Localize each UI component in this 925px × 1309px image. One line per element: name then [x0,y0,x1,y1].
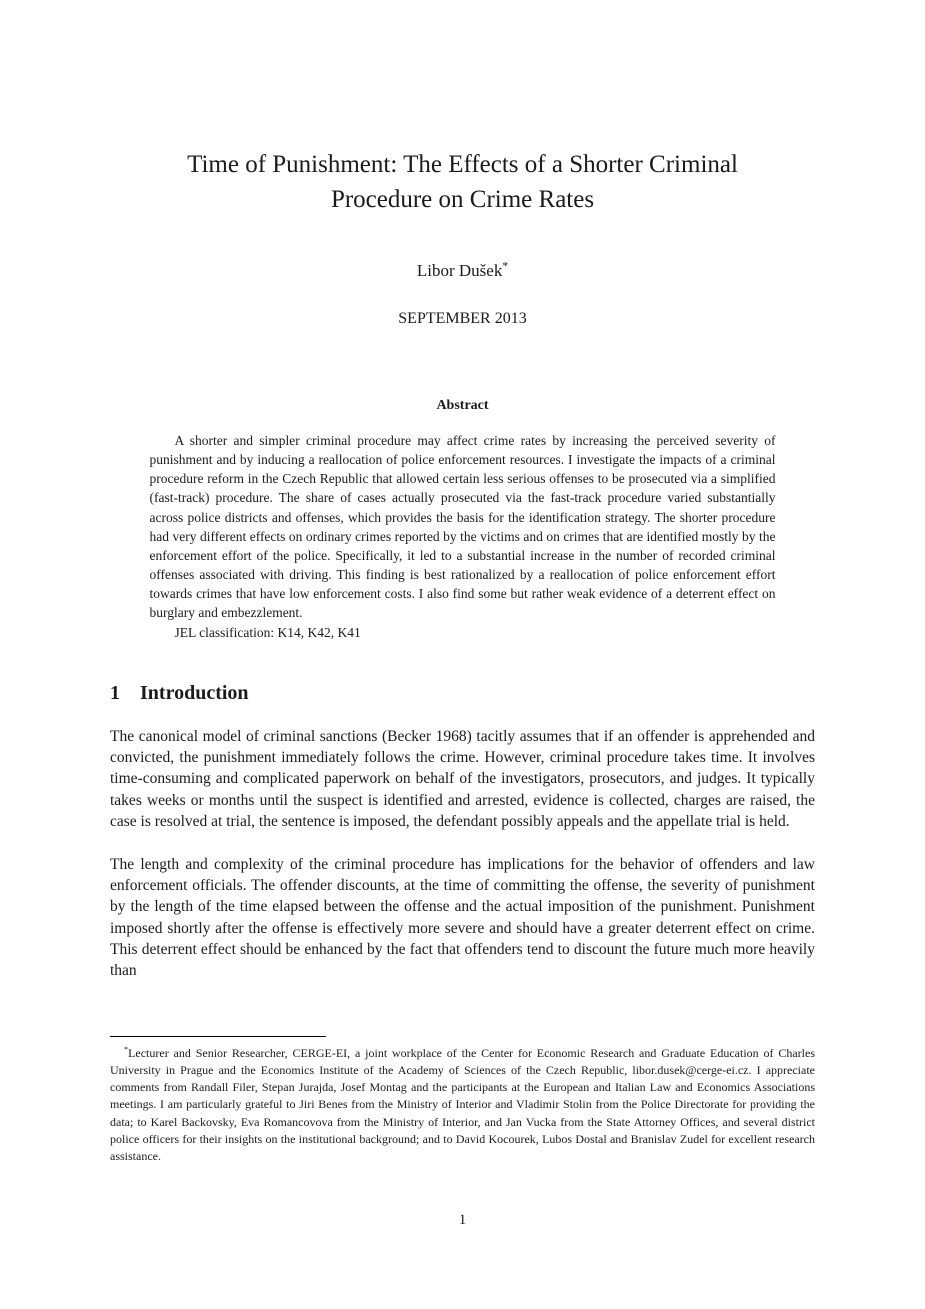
abstract-section [110,398,815,642]
intro-paragraph-2: The length and complexity of the criminal procedure has implications for the behavior of offenders and law enforcement officials. The offender discounts, at the time of committing the offense, the severity of punishment by the length of the time elapsed between the offense and the actual imposition of the punishment. Punishment imposed shortly after the offense is effectively more severe and should have a greater deterrent effect on crime. This deterrent effect should be enhanced by the fact that offenders tend to discount the future much more heavily than [110,855,815,980]
footnote-marker: * [124,1045,129,1054]
section-title: Introduction [140,681,249,704]
footnote-area [110,1036,815,1165]
footnote-rule [110,1036,326,1037]
author-name: Libor Dušek [416,261,503,280]
jel-classification: JEL classification: K14, K42, K41 [174,624,361,640]
author-footnote-marker: * [502,259,509,273]
page-number: 1 [458,1212,467,1228]
publication-date: SEPTEMBER 2013 [398,310,527,327]
footnote [110,1045,815,1165]
abstract-text: A shorter and simpler criminal procedure may affect crime rates by increasing the perceived severity of punishment and by inducing a reallocation of police enforcement resources. I investigate the impacts of a criminal procedure reform in the Czech Republic that allowed certain less serious offenses to be prosecuted via a simplified (fast-track) procedure. The share of cases actually prosecuted via the fast-track procedure varied substantially across police districts and offenses, which provides the basis for the identification strategy. The shorter procedure had very different effects on ordinary crimes reported by the victims and on crimes that are identified mostly by the enforcement effort of the police. Specifically, it led to a substantial increase in the number of recorded criminal offenses associated with driving. This finding is best rationalized by a reallocation of police enforcement effort towards crimes that have low enforcement costs. I also find some but rather weak evidence of a deterrent effect on burglary and embezzlement. [149,433,776,621]
section-heading [110,682,815,705]
author-line [110,261,815,281]
intro-paragraph-1: The canonical model of criminal sanctions (Becker 1968) tacitly assumes that if an offender is apprehended and convicted, the punishment immediately follows the crime. However, criminal procedure takes time. It involves time-consuming and complicated paperwork on behalf of the investigators, prosecutors, and judges. It typically takes weeks or months until the suspect is identified and arrested, evidence is collected, charges are raised, the case is resolved at trial, the sentence is imposed, the defendant possibly appeals and the appellate trial is held. [110,727,815,831]
section-number: 1 [110,681,120,704]
abstract-heading: Abstract [436,398,489,413]
footnote-text: Lecturer and Senior Researcher, CERGE-EI, a joint workplace of the Center for Economic Research and Graduate Education of Charles University in Prague and the Economics Institute of the Academy of Sciences of the Czech Republic, libor.dusek@cerge-ei.cz. I appreciate comments from Randall Filer, Stepan Jurajda, Josef Montag and the participants at the European and Italian Law and Economics Associations meetings. I am particularly grateful to Jiri Benes from the Ministry of Interior and Vladimir Stolin from the Police Directorate for providing the data; to Karel Backovsky, Eva Romancovova from the Ministry of Interior, and Jan Vucka from the State Attorney Offices, and several district police officers for their insights on the institutional background; and to David Kocourek, Lubos Dostal and Branislav Zudel for excellent research assistance. [110,1046,815,1163]
paper-title: Time of Punishment: The Effects of a Shorter Criminal Procedure on Crime Rates [187,151,738,213]
